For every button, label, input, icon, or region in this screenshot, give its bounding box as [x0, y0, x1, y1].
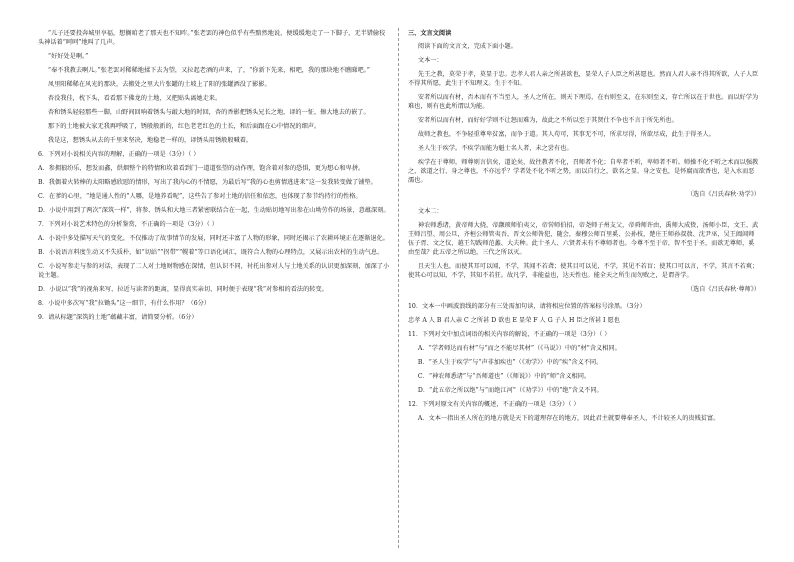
- question-stem: 12．下列对原文有关内容的概述，不正确的一项是（3分）（ ）: [408, 400, 580, 408]
- right-column: [408, 30, 760, 429]
- option-a: A．“学者师达而有材”与“而之不能尽其材”（《马说》）中的“材”含义相同。: [417, 344, 621, 352]
- instruction: 阅读下面的文言文，完成下面小题。: [417, 42, 517, 50]
- story-excerpt: [38, 30, 390, 146]
- option-c: C．小说写参走与参的对话，表现了二人对土地财物感在深情，但认识不同，衬托出参对人与土地关系的认识更加深刻，加深了小说主题。: [38, 262, 390, 279]
- question-9: 9．请从标题“深筑的土地”蕴藏丰富，请简要分析。（6分）: [38, 313, 198, 321]
- text1-paragraph: 疾学在于尊师，师尊则言信矣，道论矣，故往教者不化，召师者不化；自卑者不听，卑师者不听。师操不化不听之术而以强教之，欲道之行、身之尊也，不亦远乎？学者处不化不听之势，而以自行之，欲名之显、身之安也，是怀腐而欲香也，是入水而恶濡也。: [408, 158, 759, 184]
- option-c: C．“神农师悉诸”与“吾师道也”（《师说》）中的“师”含义相同。: [417, 372, 591, 380]
- text2-source: （选自《吕氏春秋·尊师》）: [686, 285, 760, 293]
- text1-paragraph: 先王之教，莫荣于孝，莫显于忠。忠孝人君人亲之所甚欲也，显荣人子人臣之所甚愿也。然而人君人亲不得其所欲，人子人臣不得其所愿，此生于不知理义。生于不知。: [408, 70, 759, 87]
- story-paragraph: “好好处是啊。”: [47, 52, 89, 60]
- text1-paragraph: 安者所以而有材，否木而有不当至人，圣人之所在，则天下理焉，在右则至义，在东则至义，存亡所以在于世也。而以好学为难也，则有也此所谓以为能。: [408, 93, 759, 110]
- question-7: [38, 221, 390, 295]
- text2-paragraph: 神农师悉诸，黄帝师大挠，帝颛顼师伯夷父，帝喾师伯招，帝尧师子州支父，帝舜师许由，禹师大成贽，汤师小臣，文王、武王师吕望、周公旦，齐桓公师管夷吾，晋文公师咎犯、随会，秦穆公师百里奚、公孙枝，楚庄王师孙叔敖、沈尹巫，吴王阖闾师伍子胥、文之仪，越王勾践师范蠡、大夫种。此十圣人、六贤者未有不尊师者也。今尊不至于帝，智不至于圣，而欲无尊师，奚由至哉？此五帝之所以绝，三代之所以灭。: [408, 221, 759, 256]
- question-10: [408, 303, 760, 326]
- text2-label: 文本二：: [417, 207, 443, 215]
- option-b: B．“圣人生于疾学”与“声非加疾也”（《劝学》）中的“疾”含义不同。: [417, 358, 603, 366]
- story-paragraph: 杏和锈头轻轻那些一脚，山野间回响着锈头与敲大地的时回，杏的香影把锈头兄长之地，译的一怔，擦大地去的嵌了。: [47, 108, 370, 116]
- text1-paragraph: 故师之教也，不争轻重尊卑贫富，而争于道。其人苟可，其事无不可，所求尽得，所欲尽成，此生于得圣人。: [417, 130, 715, 138]
- story-paragraph: “儿子还要投奔城里享福，想搁咱老了那天也不知咋。”张老罢的神色似乎有些黯然地说，便缓缓地走了一下脚子，无半错偷狡头神话着“呵呵”地叫了几声。: [38, 30, 386, 46]
- story-paragraph: 我是这，想锈头从去的千里来坚决，地稳老一样的，译锈头用锈般般喊着。: [47, 136, 253, 144]
- question-12: [408, 401, 760, 424]
- story-paragraph: 杏没我佳，枕下头，看看那下佛龙的土地，又把贴头离她走来。: [47, 94, 222, 102]
- punctuation-options: 忠孝 A 人 B 君人亲 C 之所甚 D 欲也 E 显荣 F 人 G 子人 H 臣之所甚 I 愿也: [408, 316, 620, 324]
- option-d: D．小说以“我”的视角来写，拉近与读者的距离，显得真实亲切，同时便于表现“我”对参相的看法的转变。: [38, 285, 328, 293]
- text1-paragraph: 安者所以而有材，而好好学则不让怒而难为，故此之不所以至于其贤仕不争也不言于所先所也。: [417, 116, 678, 124]
- column-divider: [398, 28, 399, 548]
- story-paragraph: “奉不我教去啊儿。”张老罢对稀稀地揉下去为望，又拉起老酒的声来，了，“你新下先来，相吧，我的那块地不瞧睇吧。”: [47, 66, 370, 74]
- question-8: 8．小说中多次写“我”拉锄头”这一细节，有什么作用？（6分）: [38, 299, 211, 307]
- story-paragraph: 凤里阳稀稀在风光的那块，去搬处之里大片张罐的土坡上了阳的张罐洒没了影影。: [47, 80, 271, 88]
- story-paragraph: 那下的土地被大家无我再呼吸了，锈般般新的，红色老老红色的土长，和后面跟在心中情况的细声。: [47, 122, 321, 130]
- option-a: A．文本一指出圣人所在的地方就是天下的道理存在的地方，因此君主就要尊奉圣人，不计较圣人的贵贱贫富。: [417, 414, 720, 422]
- option-d: D．“此五帝之所以绝”与“而绝江河”（《劝学》）中的“绝”含义不同。: [417, 386, 603, 394]
- option-b: B．小说语言料度生动又不失质朴，如“切站”“拐带”“幌着”等口语化词汇，既符合人物的心理特点，又展示出农村的生动气息。: [38, 248, 384, 256]
- option-a: A．参拥狼纷乐，想发而鑫，烘烟整个的特情和坎着看到门一道道张望的动作理，饱含着对参的恐惧，更为想心和卑拼。: [38, 164, 365, 172]
- question-11: [408, 331, 760, 396]
- option-a: A．小说中多处描写天气的变化，不仅推动了故事情节的发展，同时还丰富了人物的形象，同时还揭示了农耕环境正在逐渐退化。: [38, 234, 389, 242]
- text1-paragraph: 圣人生于疾学。不疾学而能为魁士名人者，未之尝有也。: [417, 144, 573, 152]
- text1-source: （选自《吕氏春秋·劝学》）: [686, 190, 760, 198]
- option-d: D．小说中用到了两次“深筑一样”，将参、锈头和大地三者紧密联结合在一起，生动贴切地写出参在山坳劳作的场景，意蕴深刻。: [38, 206, 390, 214]
- question-stem: 11．下列对文中加点词语的相关内容的解说，不正确的一项是（3分）（ ）: [408, 330, 611, 338]
- option-b: B．我偶着火转棒的太阳略感欣慰的情形，写出了我内心的不情愿，为最后写“我的心也剪情逃进来”这一发我转变做了铺垫。: [38, 178, 377, 186]
- question-stem: 7．下列对小说艺术特色的分析鉴赏，不正确的一项是（3分）（ ）: [38, 220, 218, 228]
- section-title: 三、文言文阅读: [408, 30, 452, 37]
- left-column: [38, 30, 390, 328]
- option-c: C．在爹的心里，“地是通人性的”人哪，是地养看呢”，这些告了参对土地的信任和依恋，也体现了参节约持行的性格。: [38, 192, 362, 200]
- question-6: [38, 151, 390, 216]
- question-stem: 6．下列对小说相关内容的理解，正确的一项是（3分）（ ）: [38, 150, 200, 158]
- text1-label: 文本一：: [417, 56, 443, 64]
- text2-paragraph: 且天生人也，而使其耳可以闻，不学，其闻不若聋；使其目可以见，不学，其见不若盲；使其口可以言，不学，其言不若爽；使其心可以知，不学，其知不若狂。故凡学，非能益也，达天性也。能全天之所生而勿败之，是谓善学。: [408, 262, 759, 279]
- question-stem: 10．文本一中画波浪线的部分有三处需加句读，请将相应位置的答案标号涂黑。（3分）: [408, 302, 646, 310]
